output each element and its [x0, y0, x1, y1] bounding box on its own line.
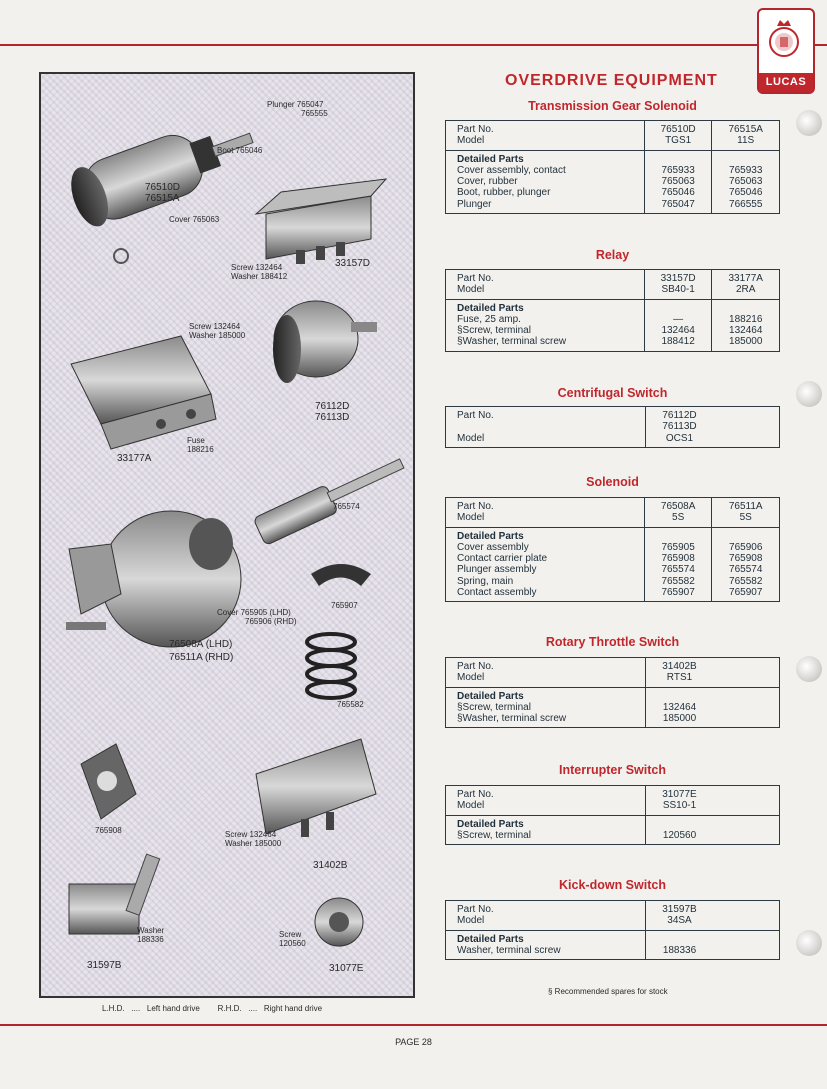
table-row — [446, 901, 779, 931]
cell-value: 765905 — [661, 541, 695, 553]
row-label: §Screw, terminal — [457, 829, 531, 841]
parts-table — [445, 900, 780, 960]
cell-value: 185000 — [662, 713, 697, 725]
row-label: Boot, rubber, plunger — [457, 187, 551, 199]
detail-heading: Detailed Parts — [457, 530, 524, 542]
label-column — [446, 816, 645, 845]
value-column — [645, 658, 713, 687]
value-column — [644, 528, 712, 602]
cell-value: 188216 — [729, 313, 763, 325]
binder-hole — [796, 930, 822, 956]
value-column — [711, 121, 779, 150]
plunger-765574-image — [253, 452, 409, 546]
row-label: Model — [457, 800, 485, 812]
row-label: Model — [457, 672, 485, 684]
cell-value: 185000 — [729, 336, 763, 348]
relay-33177a-image — [71, 336, 216, 449]
cell-value: 765908 — [729, 553, 763, 565]
label-rt-num: 31402B — [313, 860, 348, 871]
section-title: Kick-down Switch — [559, 878, 666, 892]
contact-765907-image — [311, 564, 371, 586]
spacer — [645, 154, 712, 165]
label-765582: 765582 — [337, 700, 364, 709]
interrupter-switch-image — [315, 898, 363, 946]
label-relay-washer: Washer 188412 — [231, 272, 288, 281]
value-column — [644, 300, 712, 351]
kick-down-switch-image — [69, 854, 160, 934]
label-kd-washer-num: 188336 — [137, 935, 164, 944]
detail-heading: Detailed Parts — [457, 153, 524, 165]
cell-value: SS10-1 — [662, 800, 697, 812]
value-column — [644, 151, 712, 213]
row-label: Contact assembly — [457, 587, 537, 599]
label-rt-washer: Washer 185000 — [225, 839, 282, 848]
table-row — [446, 300, 779, 351]
lucas-logo — [757, 8, 815, 94]
row-label: Part No. — [457, 273, 494, 284]
table-row — [446, 931, 779, 960]
row-label: Cover assembly — [457, 541, 529, 553]
spacer — [646, 934, 713, 945]
label-cover: Cover 765063 — [169, 215, 220, 224]
row-label: Model — [457, 512, 485, 524]
spacer — [712, 303, 779, 314]
row-label: Model — [457, 915, 485, 927]
carrier-plate-765908-image — [81, 744, 136, 819]
section-title: Relay — [595, 248, 630, 262]
relay-33157d-image — [256, 179, 386, 264]
cell-value: 31597B — [662, 904, 697, 915]
row-label: Plunger — [457, 198, 492, 210]
value-column — [645, 901, 713, 930]
row-label: Cover assembly, contact — [457, 164, 566, 176]
row-label: Cover, rubber — [457, 176, 518, 188]
drive-legend: L.H.D. .... Left hand drive R.H.D. .... Right hand drive — [102, 1004, 323, 1013]
label-765907: 765907 — [331, 601, 358, 610]
table-row — [446, 816, 779, 845]
cell-value: 5S — [672, 512, 685, 524]
label-r2-num: 33177A — [117, 453, 152, 464]
value-column — [711, 498, 779, 527]
label-is-num: 31077E — [329, 963, 364, 974]
value-column — [711, 300, 779, 351]
value-column — [644, 498, 712, 527]
value-column — [711, 528, 779, 602]
value-column — [645, 407, 713, 447]
value-column — [645, 688, 713, 728]
row-label — [457, 421, 639, 432]
cell-value: 5S — [739, 512, 752, 524]
label-gs-num-2: 76515A — [145, 193, 180, 204]
label-column — [446, 658, 645, 687]
label-cover-lhd: Cover 765905 (LHD) — [217, 608, 291, 617]
label-r2-screw: Screw 132464 — [189, 322, 241, 331]
row-label: §Screw, terminal — [457, 701, 531, 713]
cell-value: 765908 — [661, 553, 695, 565]
detail-heading: Detailed Parts — [457, 933, 524, 945]
label-column — [446, 931, 645, 960]
label-column — [446, 300, 644, 351]
label-column — [446, 528, 644, 602]
label-r2-washer: Washer 185000 — [189, 331, 246, 340]
cell-value: 31077E — [662, 789, 697, 800]
cell-value: 76515A — [728, 124, 763, 135]
detail-heading: Detailed Parts — [457, 690, 524, 702]
spacer — [645, 531, 712, 542]
cell-value: 31402B — [662, 661, 697, 672]
row-label: Fuse, 25 amp. — [457, 313, 521, 325]
cell-value: 765047 — [661, 198, 695, 210]
label-fuse: Fuse — [187, 436, 205, 445]
label-column — [446, 688, 645, 728]
cell-value: 76508A — [660, 501, 696, 512]
cell-value: 33177A — [728, 273, 763, 284]
cell-value: 765046 — [729, 187, 763, 199]
page-title: OVERDRIVE EQUIPMENT — [505, 72, 718, 89]
row-label: Part No. — [457, 904, 494, 915]
row-label: Part No. — [457, 661, 494, 672]
table-row — [446, 688, 779, 728]
cell-value: 765907 — [729, 587, 763, 599]
spacer — [646, 691, 713, 702]
cell-value: 765574 — [661, 564, 695, 576]
label-is-screw: Screw — [279, 930, 302, 939]
cell-value: OCS1 — [665, 432, 694, 444]
label-765574: 765574 — [333, 502, 360, 511]
label-kd-num: 31597B — [87, 960, 122, 971]
parts-table — [445, 497, 780, 602]
cell-value: 188336 — [662, 944, 697, 956]
cell-value: 765907 — [661, 587, 695, 599]
table-row — [446, 121, 779, 151]
cell-value: 132464 — [661, 325, 695, 337]
cell-value: 765574 — [729, 564, 763, 576]
detail-heading: Detailed Parts — [457, 302, 524, 314]
value-column — [711, 270, 779, 299]
spares-footnote: § Recommended spares for stock — [548, 987, 668, 996]
value-column — [644, 270, 712, 299]
cell-value: — — [673, 313, 684, 325]
cell-value: 76112D — [662, 410, 697, 421]
row-label: Spring, main — [457, 575, 514, 587]
row-label: Contact carrier plate — [457, 553, 548, 565]
detail-heading: Detailed Parts — [457, 818, 524, 830]
crest-icon — [768, 18, 800, 64]
cell-value: 33157D — [660, 273, 696, 284]
cell-value: 120560 — [662, 829, 697, 841]
parts-illustration — [41, 74, 413, 996]
top-rule — [0, 44, 827, 46]
label-column — [446, 407, 645, 447]
value-column — [645, 816, 713, 845]
parts-table — [445, 406, 780, 448]
label-cs-num-1: 76112D — [315, 401, 350, 412]
label-column — [446, 498, 644, 527]
cell-value: 765063 — [729, 176, 763, 188]
label-sol-rhd: 76511A (RHD) — [169, 652, 234, 663]
cell-value: 765933 — [661, 164, 695, 176]
parts-table — [445, 657, 780, 728]
row-label: §Washer, terminal screw — [457, 336, 567, 348]
cell-value: 765933 — [729, 164, 763, 176]
cell-value: 765582 — [729, 575, 763, 587]
value-column — [644, 121, 712, 150]
bottom-rule — [0, 1024, 827, 1026]
parts-table — [445, 785, 780, 845]
label-sol-lhd: 76508A (LHD) — [169, 639, 233, 650]
cell-value: 765063 — [661, 176, 695, 188]
cell-value: 765046 — [661, 187, 695, 199]
row-label: Model — [457, 284, 485, 296]
cell-value: 76511A — [728, 501, 763, 512]
binder-hole — [796, 381, 822, 407]
logo-wordmark: LUCAS — [759, 73, 813, 92]
row-label: Model — [457, 432, 485, 444]
label-column — [446, 786, 645, 815]
value-column — [645, 786, 713, 815]
table-row — [446, 270, 779, 300]
spacer — [712, 154, 779, 165]
label-relay-num: 33157D — [335, 258, 371, 269]
spacer — [712, 531, 779, 542]
label-column — [446, 121, 644, 150]
label-gs-num-1: 76510D — [145, 182, 181, 193]
label-cover-rhd: 765906 (RHD) — [245, 617, 297, 626]
solenoid-image — [66, 511, 241, 647]
label-plunger-alt: 765555 — [301, 109, 328, 118]
cell-value: 766555 — [729, 198, 763, 210]
section-title: Solenoid — [586, 475, 639, 489]
label-boot: Boot 765046 — [217, 146, 263, 155]
spacer — [645, 303, 712, 314]
centrifugal-switch-image — [273, 301, 377, 383]
table-row — [446, 498, 779, 528]
label-is-screw-num: 120560 — [279, 939, 306, 948]
cell-value: RTS1 — [666, 672, 693, 684]
value-column — [645, 931, 713, 960]
cell-value: 76510D — [660, 124, 696, 135]
label-fuse-num: 188216 — [187, 445, 214, 454]
label-column — [446, 270, 644, 299]
cell-value: 765906 — [729, 541, 763, 553]
page-number: PAGE 28 — [395, 1037, 432, 1047]
rotary-throttle-switch-image — [256, 739, 376, 837]
section-title: Centrifugal Switch — [557, 386, 668, 400]
parts-table — [445, 269, 780, 352]
label-column — [446, 151, 644, 213]
cell-value: TGS1 — [665, 135, 692, 147]
label-rt-screw: Screw 132464 — [225, 830, 277, 839]
label-765908: 765908 — [95, 826, 122, 835]
cell-value: 132464 — [729, 325, 763, 337]
cell-value: 76113D — [662, 421, 697, 433]
row-label: Part No. — [457, 501, 494, 512]
section-title: Interrupter Switch — [559, 763, 666, 777]
transmission-gear-solenoid-image — [64, 109, 262, 232]
binder-hole — [796, 110, 822, 136]
row-label: Plunger assembly — [457, 564, 537, 576]
cell-value: 765582 — [661, 575, 695, 587]
row-label: Part No. — [457, 789, 494, 800]
spring-765582-image — [307, 634, 355, 698]
cell-value: 34SA — [667, 915, 692, 927]
row-label: Model — [457, 135, 485, 147]
value-column — [711, 151, 779, 213]
label-kd-washer: Washer — [137, 926, 165, 935]
label-plunger: Plunger 765047 — [267, 100, 324, 109]
table-row — [446, 151, 779, 213]
row-label: §Screw, terminal — [457, 325, 531, 337]
label-cs-num-2: 76113D — [315, 412, 350, 423]
label-relay-screw: Screw 132464 — [231, 263, 283, 272]
table-row — [446, 786, 779, 816]
row-label: Part No. — [457, 124, 494, 135]
cell-value: 132464 — [662, 701, 697, 713]
spacer — [646, 819, 713, 830]
parts-table — [445, 120, 780, 214]
binder-hole — [796, 656, 822, 682]
cell-value: 11S — [737, 135, 755, 147]
parts-photo-panel — [39, 72, 415, 998]
row-label: §Washer, terminal screw — [457, 713, 567, 725]
table-row — [446, 407, 779, 447]
cell-value: 188412 — [661, 336, 695, 348]
table-row — [446, 658, 779, 688]
table-row — [446, 528, 779, 602]
section-title: Transmission Gear Solenoid — [528, 99, 697, 113]
row-label: Part No. — [457, 410, 494, 421]
row-label: Washer, terminal screw — [457, 944, 561, 956]
cell-value: SB40-1 — [661, 284, 695, 296]
section-title: Rotary Throttle Switch — [545, 635, 680, 649]
label-column — [446, 901, 645, 930]
cell-value: 2RA — [735, 284, 756, 296]
